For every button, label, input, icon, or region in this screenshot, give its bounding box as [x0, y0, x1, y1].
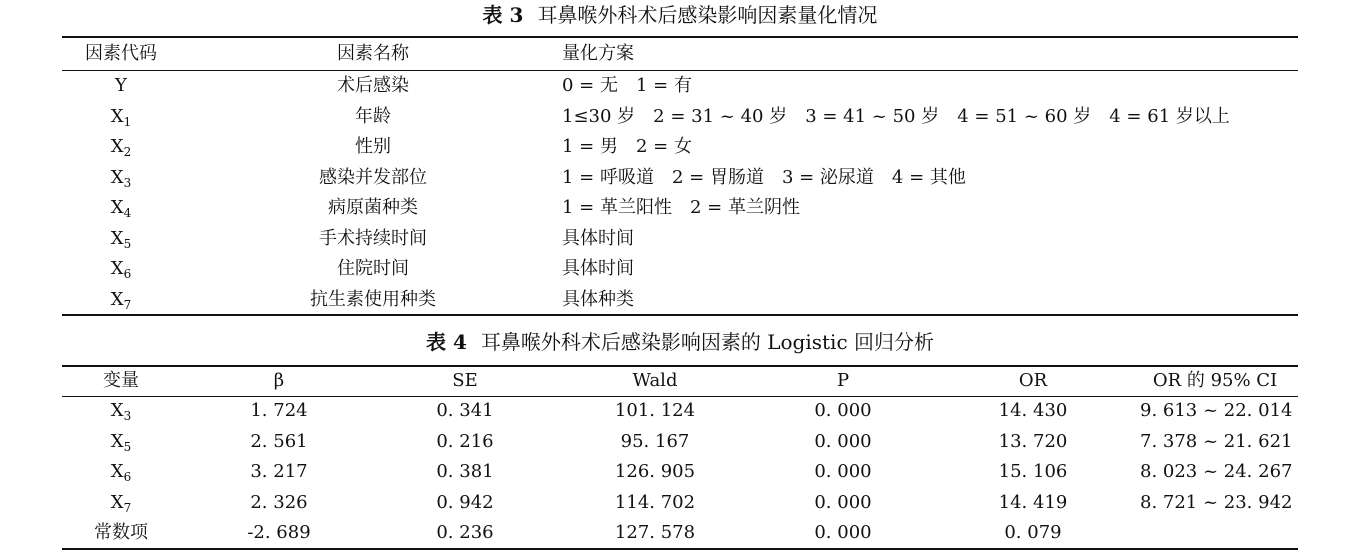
- table3-row-scheme: 1 = 男 2 = 女: [562, 136, 692, 157]
- table3-row-scheme: 具体时间: [562, 258, 634, 279]
- table3-row-code-letter: Y: [115, 75, 127, 96]
- table3-row-name: 手术持续时间: [319, 227, 427, 249]
- table4-row-var-letter: X: [110, 400, 124, 421]
- table3-header-name: 因素名称: [337, 43, 409, 64]
- table4-header-var: 变量: [103, 370, 139, 391]
- table4-cell-wald: 114. 702: [614, 491, 696, 513]
- table4-top-rule-heavy: [62, 314, 1298, 316]
- table4-row-var-subscript: 7: [123, 500, 132, 515]
- table3-row-scheme: 具体时间: [562, 227, 634, 249]
- table4-row-var: [62, 457, 180, 487]
- table3-row-code: [62, 254, 180, 284]
- table4-cell-se: 0. 236: [436, 522, 494, 543]
- table4-cell-wald: 95. 167: [620, 430, 690, 452]
- table3-row-code-letter: X: [110, 258, 124, 279]
- table3-row-name: 抗生素使用种类: [310, 288, 436, 310]
- table3-header-code: 因素代码: [85, 43, 157, 64]
- table3-row-code-letter: X: [110, 288, 124, 310]
- table4-cell-se: 0. 942: [436, 491, 494, 513]
- table4-row-var-subscript: 6: [123, 470, 132, 484]
- table4-cell-wald: 101. 124: [614, 400, 696, 421]
- table3-row-code-subscript: 3: [123, 175, 132, 190]
- table4-cell-p: 0. 000: [814, 522, 872, 543]
- table4-cell-or: 13. 720: [998, 430, 1068, 452]
- table4-header-beta: β: [273, 370, 285, 391]
- table4-number: 表 4: [425, 330, 467, 354]
- table4-row-var-subscript: 5: [123, 439, 132, 454]
- table4-bottom-rule: [62, 548, 1298, 550]
- table3-row-name: 住院时间: [337, 258, 409, 279]
- table4-cell-wald: 126. 905: [614, 461, 696, 482]
- table3-row-code: [62, 132, 180, 162]
- table4-cell-wald: 127. 578: [614, 522, 696, 543]
- table3-row-code: [62, 193, 180, 223]
- table4-header-p: P: [836, 370, 850, 391]
- table4-cell-beta: 2. 561: [250, 430, 308, 452]
- table4-cell-beta: 1. 724: [250, 400, 308, 421]
- table4-cell-beta: -2. 689: [247, 522, 311, 543]
- table4-row-var-letter: X: [110, 430, 124, 452]
- table3-row-code-letter: X: [110, 105, 124, 127]
- table3-top-rule: [62, 36, 1298, 38]
- table4-row-var: [62, 396, 180, 426]
- table4-row-var-subscript: 3: [123, 409, 132, 423]
- table4-cell-beta: 2. 326: [250, 491, 308, 513]
- table4-cell-se: 0. 216: [436, 430, 494, 452]
- table3-row-scheme: 1 = 革兰阳性 2 = 革兰阴性: [562, 197, 800, 218]
- table3-title-text: 耳鼻喉外科术后感染影响因素量化情况: [537, 3, 878, 27]
- table4-cell-p: 0. 000: [814, 461, 872, 482]
- table3-row-code-subscript: 1: [123, 114, 132, 129]
- table4-header-or: OR: [1018, 370, 1048, 391]
- table4-row-var: [62, 427, 180, 457]
- table3-row-scheme: 1 = 呼吸道 2 = 胃肠道 3 = 泌尿道 4 = 其他: [562, 166, 966, 188]
- table3-header-scheme: 量化方案: [562, 43, 634, 64]
- table4-cell-ci: 8. 023 ~ 24. 267: [1140, 461, 1293, 482]
- table4-title: [0, 330, 1360, 354]
- table3-row-code: [62, 163, 180, 193]
- table3-row-code-letter: X: [110, 136, 124, 157]
- table4-cell-se: 0. 381: [436, 461, 494, 482]
- table3-title: [0, 3, 1360, 27]
- table4-header-wald: Wald: [632, 370, 678, 391]
- table3-number: 表 3: [482, 3, 524, 27]
- table4-cell-or: 14. 430: [998, 400, 1068, 421]
- table4-cell-beta: 3. 217: [250, 461, 308, 482]
- table3-row-code-subscript: 6: [123, 267, 132, 281]
- table3-row-code-letter: X: [110, 166, 124, 188]
- table4-row-var-letter: 常数项: [94, 522, 148, 543]
- table4-cell-p: 0. 000: [814, 491, 872, 513]
- table3-row-name: 感染并发部位: [319, 166, 427, 188]
- table4-row-var: [62, 518, 180, 548]
- table3-row-code-subscript: 2: [123, 145, 132, 159]
- table4-header-ci: OR 的 95% CI: [1152, 370, 1278, 391]
- table4-row-var-letter: X: [110, 491, 124, 513]
- table4-row-var: [62, 488, 180, 518]
- table4-cell-p: 0. 000: [814, 400, 872, 421]
- table3-row-code: [62, 224, 180, 254]
- table3-row-scheme: 0 = 无 1 = 有: [562, 75, 692, 96]
- table4-cell-ci: 7. 378 ~ 21. 621: [1140, 430, 1293, 452]
- table4-header-se: SE: [452, 370, 478, 391]
- table3-row-name: 性别: [355, 136, 391, 157]
- table3-row-code-subscript: 4: [123, 206, 132, 220]
- table4-title-text: 耳鼻喉外科术后感染影响因素的 Logistic 回归分析: [480, 330, 935, 354]
- table3-row-code-subscript: 7: [123, 297, 132, 312]
- table3-row-name: 病原菌种类: [328, 197, 418, 218]
- table3-row-code-letter: X: [110, 227, 124, 249]
- table4-cell-or: 14. 419: [998, 491, 1068, 513]
- table3-row-name: 术后感染: [337, 75, 409, 96]
- table4-cell-p: 0. 000: [814, 430, 872, 452]
- table3-row-code-subscript: 5: [123, 236, 132, 251]
- table3-row-code: [62, 102, 180, 132]
- table3-row-scheme: 具体种类: [562, 288, 634, 310]
- table4-cell-or: 0. 079: [1004, 522, 1062, 543]
- table4-cell-ci: 9. 613 ~ 22. 014: [1140, 400, 1293, 421]
- table4-cell-se: 0. 341: [436, 400, 494, 421]
- table3-row-code: [62, 285, 180, 315]
- table4-cell-ci: [1140, 518, 1290, 548]
- table3-row-code: [62, 71, 180, 101]
- table4-row-var-letter: X: [110, 461, 124, 482]
- table3-row-scheme: 1≤30 岁 2 = 31 ~ 40 岁 3 = 41 ~ 50 岁 4 = 51 ~ 60 岁 4 = 61 岁以上: [562, 105, 1230, 127]
- table4-cell-or: 15. 106: [998, 461, 1068, 482]
- table4-cell-ci: 8. 721 ~ 23. 942: [1140, 491, 1293, 513]
- table3-row-code-letter: X: [110, 197, 124, 218]
- table3-row-name: 年龄: [355, 105, 391, 127]
